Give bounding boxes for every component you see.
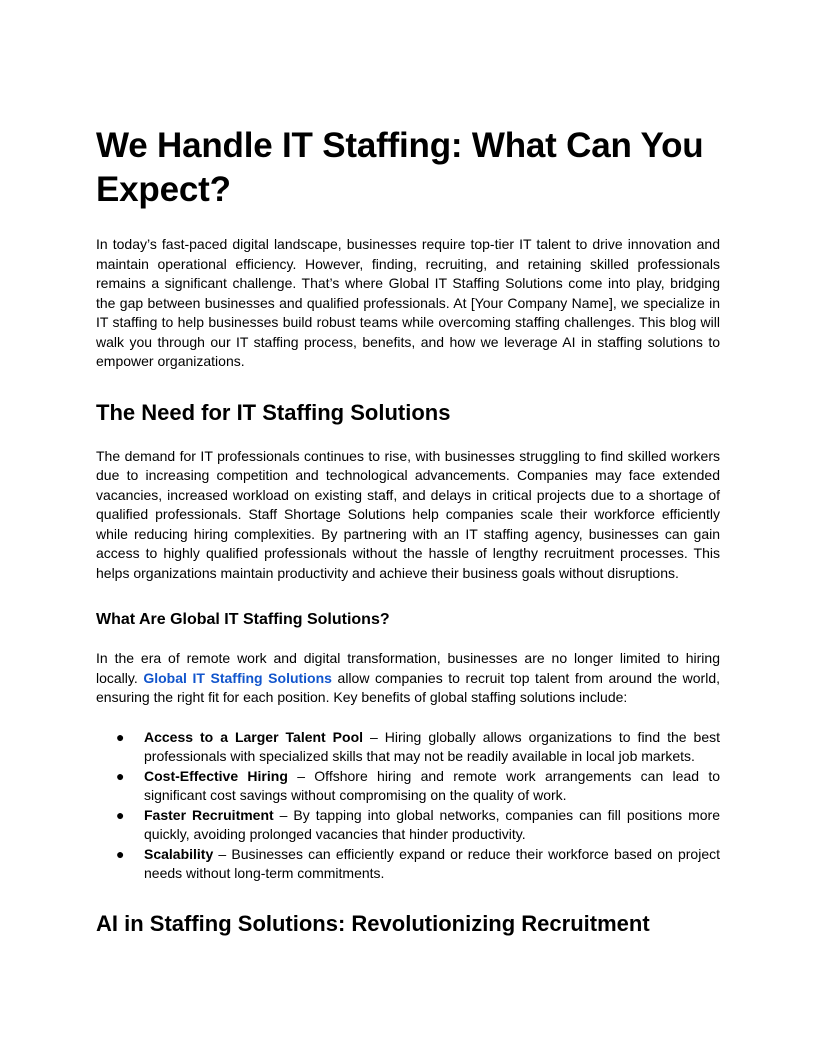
list-item — [96, 728, 720, 767]
benefit-term: Faster Recruitment — [144, 806, 274, 823]
section-heading-global: What Are Global IT Staffing Solutions? — [96, 611, 390, 628]
section-need-paragraph: The demand for IT professionals continues to rise, with businesses struggling to find skilled workers due to increasing competition and technological advancements. Companies may face extended vacancies, increased workload on existing staff, and delays in critical projects due to a shortage of qualified professionals. Staff Shortage Solutions help companies scale their workforce efficiently while reducing hiring complexities. By partnering with an IT staffing agency, businesses can gain access to highly qualified professionals without the hassle of lengthy recruitment processes. This helps organizations maintain productivity and achieve their business goals without disruptions. — [96, 447, 720, 581]
bullet-icon: ● — [116, 767, 125, 784]
list-item — [96, 767, 720, 806]
bullet-icon: ● — [116, 806, 125, 823]
benefit-text: – Offshore hiring and remote work arrangements can lead to significant cost savings without compromising on the quality of work. — [144, 767, 720, 803]
benefit-term: Scalability — [144, 845, 214, 862]
global-text-before: In the era of remote work and digital transformation, businesses are no longer limited to hiring locally. — [96, 650, 720, 686]
global-text-after: allow companies to recruit top talent from around the world, ensuring the right fit for each position. Key benefits of global staffing solutions include: — [96, 669, 721, 705]
section-global-paragraph — [96, 649, 720, 708]
benefit-text: – Hiring globally allows organizations to find the best professionals with specialized skills that may not be readily available in local job markets. — [144, 728, 720, 764]
global-it-staffing-link[interactable]: Global IT Staffing Solutions — [143, 669, 332, 686]
section-heading-need: The Need for IT Staffing Solutions — [96, 399, 451, 425]
bullet-icon: ● — [116, 728, 125, 745]
benefit-term: Access to a Larger Talent Pool — [144, 728, 364, 745]
bullet-icon: ● — [116, 845, 125, 862]
page-title: We Handle IT Staffing: What Can You Expect? — [96, 126, 704, 209]
benefit-text: – Businesses can efficiently expand or reduce their workforce based on project needs without long-term commitments. — [144, 845, 720, 881]
document-page — [96, 124, 720, 958]
list-item — [96, 806, 720, 845]
benefits-list — [96, 728, 720, 884]
benefit-text: – By tapping into global networks, companies can fill positions more quickly, avoiding prolonged vacancies that hinder productivity. — [144, 806, 720, 842]
intro-paragraph: In today’s fast-paced digital landscape, businesses require top-tier IT talent to drive innovation and maintain operational efficiency. However, finding, recruiting, and retaining skilled professionals remains a significant challenge. That’s where Global IT Staffing Solutions come into play, bridging the gap between businesses and qualified professionals. At [Your Company Name], we specialize in IT staffing to help businesses build robust teams while overcoming staffing challenges. This blog will walk you through our IT staffing process, benefits, and how we leverage AI in staffing solutions to empower organizations. — [96, 236, 720, 369]
benefit-term: Cost-Effective Hiring — [144, 767, 288, 784]
section-heading-ai: AI in Staffing Solutions: Revolutionizing Recruitment — [96, 910, 650, 936]
list-item — [96, 845, 720, 884]
